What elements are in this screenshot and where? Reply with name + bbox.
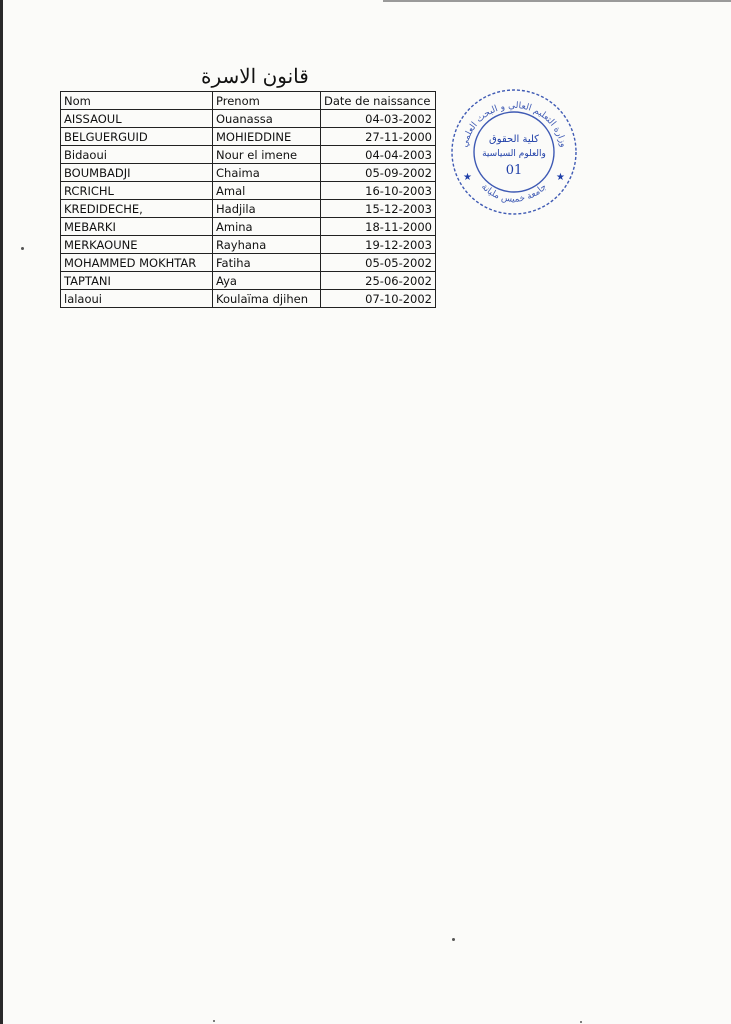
cell-date: 04-04-2003 [321, 146, 436, 164]
cell-prenom: Amal [213, 182, 321, 200]
cell-date: 05-05-2002 [321, 254, 436, 272]
cell-date: 04-03-2002 [321, 110, 436, 128]
cell-prenom: Rayhana [213, 236, 321, 254]
cell-nom: TAPTANI [61, 272, 213, 290]
scan-speck [213, 1020, 215, 1022]
scan-speck [580, 1021, 582, 1023]
cell-date: 25-06-2002 [321, 272, 436, 290]
table-row [61, 290, 436, 308]
table-row [61, 146, 436, 164]
table-row [61, 200, 436, 218]
star-icon: ★ [463, 172, 472, 183]
cell-nom: Bidaoui [61, 146, 213, 164]
cell-nom: MEBARKI [61, 218, 213, 236]
cell-prenom: Ouanassa [213, 110, 321, 128]
cell-nom: AISSAOUL [61, 110, 213, 128]
table-body [61, 110, 436, 308]
cell-prenom: Koulaïma djihen [213, 290, 321, 308]
cell-date: 07-10-2002 [321, 290, 436, 308]
cell-prenom: MOHIEDDINE [213, 128, 321, 146]
stamp-number: 01 [505, 163, 523, 178]
cell-prenom: Fatiha [213, 254, 321, 272]
cell-prenom: Chaima [213, 164, 321, 182]
column-header-date: Date de naissance [321, 92, 436, 110]
cell-date: 19-12-2003 [321, 236, 436, 254]
page-edge-line [383, 0, 731, 2]
table-row [61, 218, 436, 236]
cell-prenom: Amina [213, 218, 321, 236]
cell-date: 18-11-2000 [321, 218, 436, 236]
cell-date: 05-09-2002 [321, 164, 436, 182]
cell-nom: MOHAMMED MOKHTAR [61, 254, 213, 272]
table-row [61, 164, 436, 182]
official-stamp [446, 84, 582, 220]
cell-nom: BELGUERGUID [61, 128, 213, 146]
stamp-outer-text: وزارة التعليم العالي و البحث العلمي [459, 100, 569, 149]
cell-nom: RCRICHL [61, 182, 213, 200]
table-header-row [61, 92, 436, 110]
cell-prenom: Hadjila [213, 200, 321, 218]
stamp-bottom-text: جامعة خميس مليانة [479, 182, 549, 205]
cell-nom: lalaoui [61, 290, 213, 308]
table-row [61, 182, 436, 200]
cell-date: 27-11-2000 [321, 128, 436, 146]
column-header-prenom: Prenom [213, 92, 321, 110]
svg-text:جامعة خميس مليانة [479, 182, 549, 205]
cell-nom: BOUMBADJI [61, 164, 213, 182]
student-table [60, 91, 436, 308]
scan-speck [452, 938, 455, 941]
table-row [61, 236, 436, 254]
cell-date: 15-12-2003 [321, 200, 436, 218]
document-title: قانون الاسرة [201, 64, 309, 88]
cell-prenom: Nour el imene [213, 146, 321, 164]
cell-prenom: Aya [213, 272, 321, 290]
table-row [61, 128, 436, 146]
table-row [61, 110, 436, 128]
cell-nom: KREDIDECHE, [61, 200, 213, 218]
cell-nom: MERKAOUNE [61, 236, 213, 254]
table-row [61, 272, 436, 290]
stamp-inner-line-2: والعلوم السياسية [482, 149, 546, 159]
star-icon: ★ [556, 172, 565, 183]
table-row [61, 254, 436, 272]
scan-speck [21, 247, 24, 250]
stamp-inner-line-1: كلية الحقوق [489, 134, 539, 145]
cell-date: 16-10-2003 [321, 182, 436, 200]
column-header-nom: Nom [61, 92, 213, 110]
